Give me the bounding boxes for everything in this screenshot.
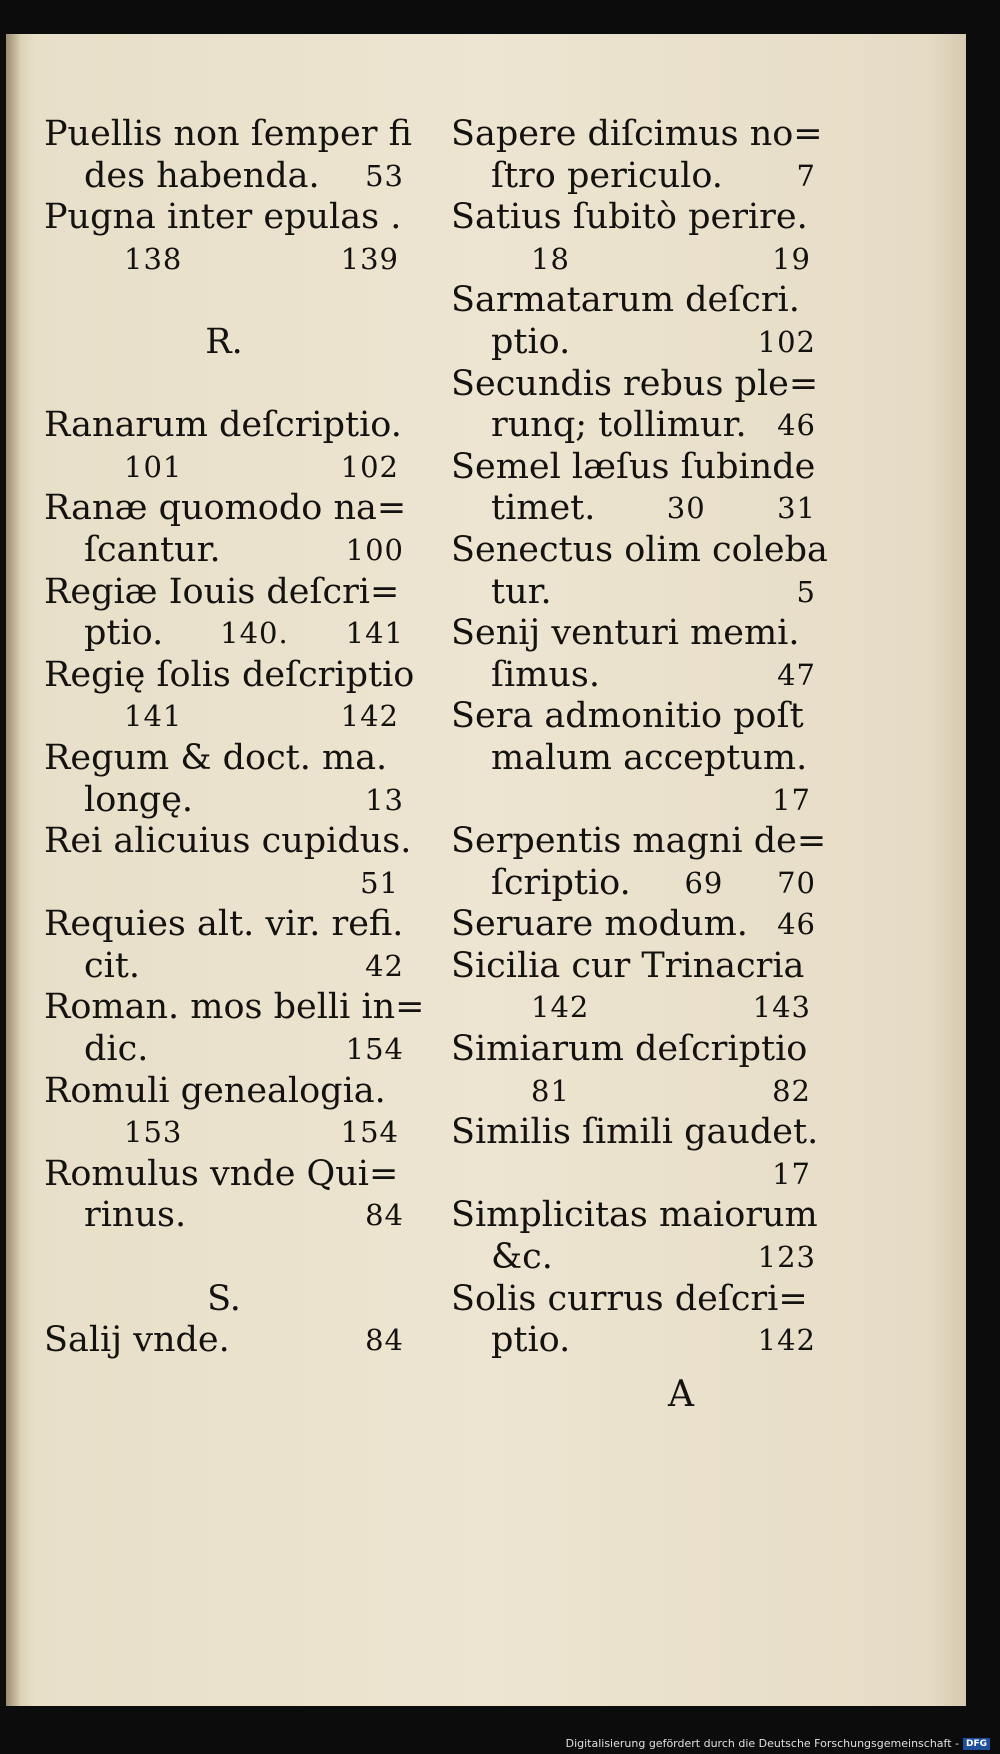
page-ref: 84 [365, 1198, 404, 1233]
index-entry: Puellis non ſemper fi des habenda. 53 [44, 114, 412, 196]
footer-text: Digitalisierung gefördert durch die Deutsche Forschungsgemeinschaft - [565, 1737, 959, 1750]
page-ref: 139 [340, 241, 399, 276]
page-ref: 102 [340, 449, 399, 484]
page-ref: 123 [757, 1240, 816, 1275]
page-ref: 17 [772, 782, 811, 817]
page-ref: 19 [772, 241, 811, 276]
page-ref: 5 [796, 574, 816, 609]
page-ref: 30 [666, 491, 706, 526]
index-entry: Requies alt. vir. refi. cit. 42 [44, 904, 404, 986]
page-ref: 42 [365, 948, 404, 983]
index-entry: Senij venturi memi. ſimus. 47 [451, 613, 816, 695]
section-heading-r: R. [205, 321, 243, 362]
catchword: A [668, 1374, 694, 1415]
page-ref: 100 [345, 532, 404, 567]
index-entry: Sicilia cur Trinacria 142 143 [451, 946, 816, 1029]
page-ref: 142 [340, 699, 399, 734]
page-ref: 154 [340, 1115, 399, 1150]
book-page [6, 34, 966, 1706]
page-ref: 101 [124, 449, 183, 484]
index-column-left [44, 114, 425, 1362]
index-entry: Simplicitas maiorum &c. 123 [451, 1195, 818, 1278]
index-entry: Secundis rebus ple= runq; tollimur. 46 [451, 363, 819, 446]
index-entry: Pugna inter epulas . 138 139 [44, 197, 404, 280]
page-ref: 141 [345, 616, 404, 651]
page-ref: 84 [365, 1323, 404, 1358]
page-ref: 140. [220, 616, 289, 651]
index-column-right [451, 114, 828, 1362]
page-ref: 70 [777, 865, 816, 900]
index-entry: Senectus olim coleba tur. 5 [451, 529, 828, 612]
index-entry: Semel læſus ſubinde timet. 30 31 [451, 446, 816, 529]
index-entry: Ranæ quomodo na= ſcantur. 100 [44, 488, 407, 570]
page-ref: 53 [365, 158, 404, 193]
dfg-logo: DFG [963, 1738, 990, 1750]
index-entry: Serpentis magni de= ſcriptio. 69 70 [451, 821, 827, 903]
page-ref: 31 [777, 491, 816, 526]
index-entry: Regię ſolis deſcriptio 141 142 [44, 655, 404, 738]
section-heading-s: S. [207, 1278, 241, 1319]
index-entry: Seruare modum. 46 [451, 904, 816, 945]
page-ref: 142 [531, 990, 590, 1025]
page-ref: 69 [684, 865, 724, 900]
page-ref: 51 [360, 865, 399, 900]
page-ref: 141 [124, 699, 183, 734]
page-ref: 82 [772, 1073, 811, 1108]
index-entry: Salij vnde. 84 [44, 1320, 404, 1361]
index-entry: Solis currus deſcri= ptio. 142 [451, 1278, 816, 1361]
page-ref: 142 [757, 1323, 816, 1358]
page-ref: 143 [752, 990, 811, 1025]
index-entry: Romuli genealogia. 153 154 [44, 1071, 404, 1154]
page-ref: 18 [531, 241, 570, 276]
page-ref: 81 [531, 1073, 570, 1108]
page-ref: 153 [124, 1115, 183, 1150]
page-ref: 138 [124, 241, 183, 276]
index-entry: Romulus vnde Qui= rinus. 84 [44, 1153, 404, 1236]
index-entry: Similis ſimili gaudet. 17 [451, 1112, 816, 1195]
page-ref: 17 [772, 1156, 811, 1191]
index-entry: Sera admonitio poſt malum acceptum. 17 [451, 696, 816, 821]
index-entry: Sarmatarum deſcri. ptio. 102 [451, 280, 816, 362]
index-entry: Ranarum deſcriptio. 101 102 [44, 405, 404, 488]
page-ref: 46 [777, 907, 816, 942]
page-ref: 102 [757, 324, 816, 359]
page-ref: 46 [777, 408, 816, 443]
digitization-footer [566, 1737, 990, 1750]
page-ref: 47 [777, 657, 816, 692]
page-ref: 7 [796, 158, 816, 193]
index-entry: Roman. mos belli in= dic. 154 [44, 987, 425, 1070]
index-entry: Regum & doct. ma. longę. 13 [44, 737, 404, 820]
page-spine-shadow [6, 34, 20, 1706]
index-entry: Regiæ Iouis deſcri= ptio. 140. 141 [44, 571, 404, 654]
index-entry: Sapere diſcimus no= ſtro periculo. 7 [451, 114, 823, 196]
index-entry: Rei alicuius cupidus. 51 [44, 821, 404, 904]
page-ref: 13 [365, 782, 404, 817]
index-entry: Satius ſubitò perire. 18 19 [451, 197, 816, 280]
index-entry: Simiarum deſcriptio 81 82 [451, 1029, 816, 1112]
page-ref: 154 [345, 1032, 404, 1067]
